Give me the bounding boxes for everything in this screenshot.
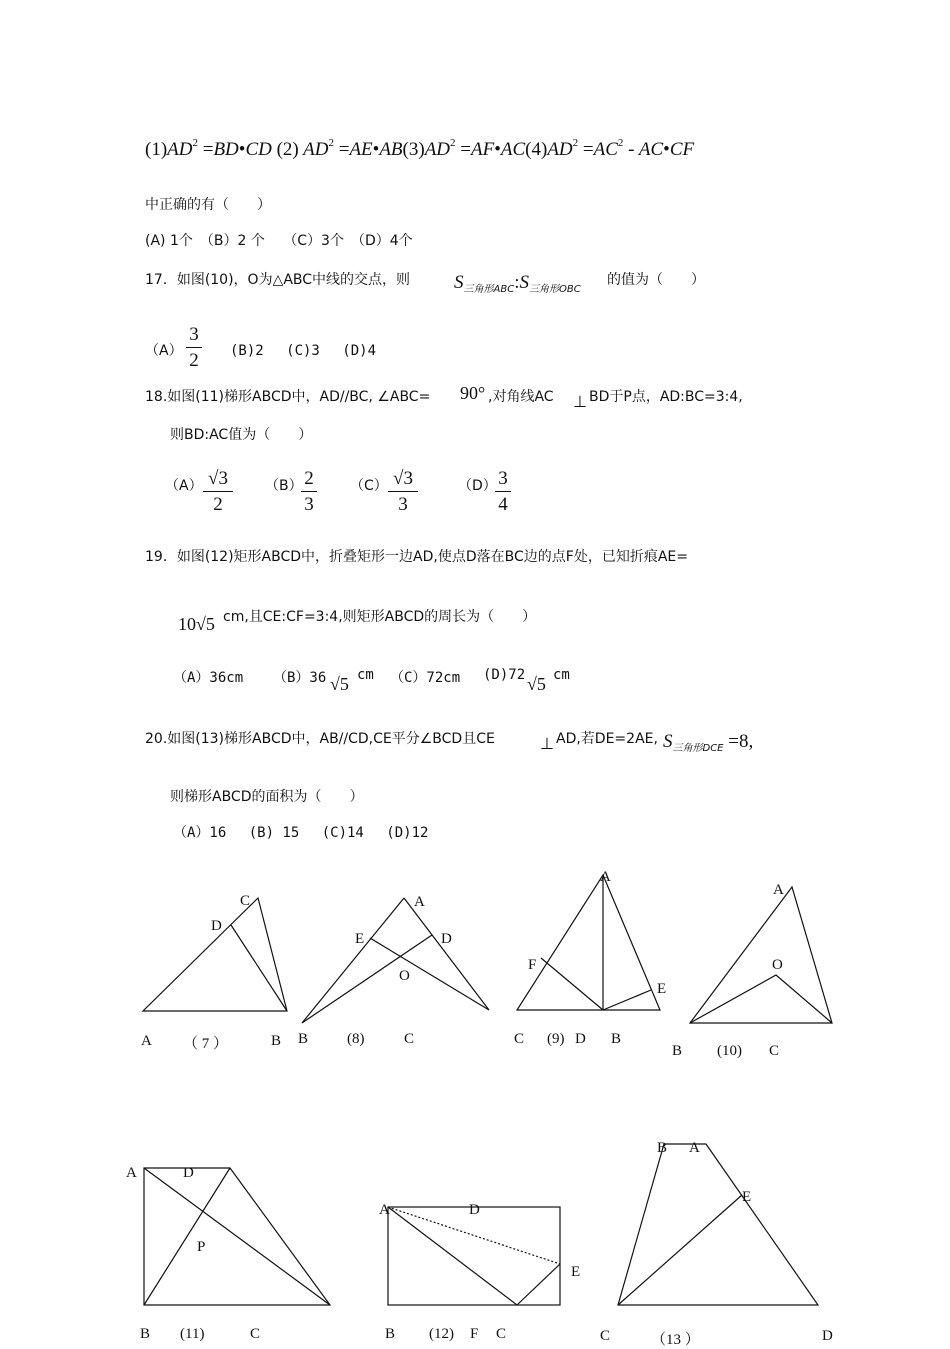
q17-stem-a: 17．如图(10)，O为△ABC中线的交点，则: [145, 272, 411, 288]
fig11-label-p: P: [197, 1239, 206, 1255]
fig7-caption: （ 7 ）: [183, 1036, 229, 1052]
fig7-label-d: D: [211, 918, 222, 934]
fig12-label-d: D: [469, 1202, 480, 1218]
figure-10: [690, 887, 832, 1023]
q20-area: $S_{三角形DCE} =8$,: [663, 731, 754, 754]
fig8-label-e: E: [355, 931, 365, 947]
figure-9: [517, 875, 660, 1010]
q20-line1-a: 20.如图(13)梯形ABCD中，AB//CD,CE平分∠BCD且CE: [145, 731, 495, 747]
fig12-label-a: A: [379, 1202, 390, 1218]
q19-opt-a: （A）36cm: [173, 670, 244, 686]
q18-d-fraction: 3 4: [495, 468, 511, 516]
q18-degree: 90°: [460, 383, 486, 403]
q19-cm-d: cm: [553, 667, 570, 683]
q18-line2: 则BD:AC值为（ ）: [170, 427, 313, 443]
fig8-label-b: B: [298, 1031, 309, 1047]
q19-sqrt5-b: √5: [330, 674, 349, 694]
fig7-label-c: C: [240, 893, 251, 909]
figure-13: [618, 1144, 818, 1305]
fig12-label-c: C: [496, 1326, 507, 1342]
fig9-label-d: D: [575, 1031, 586, 1047]
q19-opt-c: （C）72cm: [390, 670, 461, 686]
q20-options: （A）16 (B) 15 (C)14 (D)12: [173, 825, 429, 841]
q17-fraction: 3 2: [186, 324, 202, 372]
fig8-caption: (8): [347, 1031, 365, 1047]
q17-opt-a: （A）: [145, 343, 183, 359]
q18-perp: ⊥: [573, 392, 587, 411]
q18-line1-c: BD于P点，AD:BC=3:4,: [589, 389, 743, 405]
q18-opt-b: （B）: [265, 478, 303, 494]
figure-11: [144, 1168, 330, 1305]
fig13-caption: （13 ）: [651, 1332, 700, 1348]
fig13-label-c: C: [600, 1328, 611, 1344]
q16-formula: $(1)AD^2$ =BD•CD (2) $AD^2$ $=AE•AB(3)AD^2$ $=AF•AC(4)AD^2 =AC^2$ - AC•CF: [145, 137, 695, 160]
q19-sqrt5-d: √5: [527, 674, 546, 694]
fig13-label-d: D: [822, 1328, 833, 1344]
fig8-label-c: C: [404, 1031, 415, 1047]
q19-line1: 19．如图(12)矩形ABCD中，折叠矩形一边AD,使点D落在BC边的点F处，已知折痕AE=: [145, 549, 688, 565]
fig10-label-a: A: [773, 882, 784, 898]
q20-line2: 则梯形ABCD的面积为（ ）: [170, 789, 364, 805]
q19-line2: cm,且CE:CF=3:4,则矩形ABCD的周长为（ ）: [223, 609, 537, 625]
fig11-caption: (11): [180, 1326, 205, 1342]
fig11-label-b: B: [140, 1326, 151, 1342]
fig7-label-a: A: [141, 1033, 152, 1049]
q16-options: (A) 1个 （B）2 个 （C）3个 （D）4个: [145, 233, 413, 249]
q18-line1-a: 18.如图(11)梯形ABCD中，AD//BC, ∠ABC=: [145, 389, 431, 405]
fig8-label-o: O: [399, 968, 410, 984]
fig9-caption: (9): [547, 1031, 565, 1047]
figure-7: [143, 898, 287, 1011]
fig8-label-a: A: [414, 894, 425, 910]
fig10-caption: (10): [717, 1043, 742, 1059]
fig9-label-c: C: [514, 1031, 525, 1047]
fig9-label-f: F: [528, 957, 537, 973]
q19-opt-d: (D)72: [483, 667, 526, 683]
fig11-label-c: C: [250, 1326, 261, 1342]
fig7-label-b: B: [271, 1033, 282, 1049]
q18-opt-d: （D）: [458, 478, 497, 494]
q18-a-fraction: √3 2: [203, 468, 233, 516]
fig12-label-e: E: [571, 1264, 581, 1280]
q18-c-fraction: √3 3: [388, 468, 418, 516]
figure-8: [302, 898, 489, 1023]
fig10-label-o: O: [772, 957, 783, 973]
fig13-label-b: B: [657, 1140, 668, 1156]
fig9-label-a: A: [600, 869, 611, 885]
q19-cm-b: cm: [357, 667, 374, 683]
q16-stem: 中正确的有（ ）: [145, 197, 271, 213]
fig9-label-e: E: [657, 981, 667, 997]
q17-ratio: $S_{三角形ABC}:S_{三角形OBC}$: [454, 272, 581, 295]
fig8-label-d: D: [441, 931, 452, 947]
q18-b-fraction: 2 3: [301, 468, 317, 516]
q17-options: (B)2 (C)3 (D)4: [230, 343, 377, 359]
q19-opt-b: （B）36: [273, 670, 327, 686]
fig9-label-b: B: [611, 1031, 622, 1047]
figure-12: [388, 1207, 560, 1305]
q20-perp: ⊥: [540, 734, 554, 753]
fig12-caption: (12): [429, 1326, 454, 1342]
fig12-label-f: F: [470, 1326, 479, 1342]
fig12-label-b: B: [385, 1326, 396, 1342]
q17-stem-b: 的值为（ ）: [607, 272, 705, 288]
fig13-label-e: E: [742, 1189, 752, 1205]
fig13-label-a: A: [689, 1140, 700, 1156]
q18-opt-a: （A）: [165, 478, 203, 494]
fig11-label-a: A: [126, 1165, 137, 1181]
q18-line1-b: ,对角线AC: [488, 389, 554, 405]
q19-value: 10√5: [178, 614, 215, 634]
fig10-label-c: C: [769, 1043, 780, 1059]
q18-opt-c: （C）: [350, 478, 388, 494]
q20-line1-b: AD,若DE=2AE,: [556, 731, 658, 747]
fig10-label-b: B: [672, 1043, 683, 1059]
fig11-label-d: D: [183, 1165, 194, 1181]
